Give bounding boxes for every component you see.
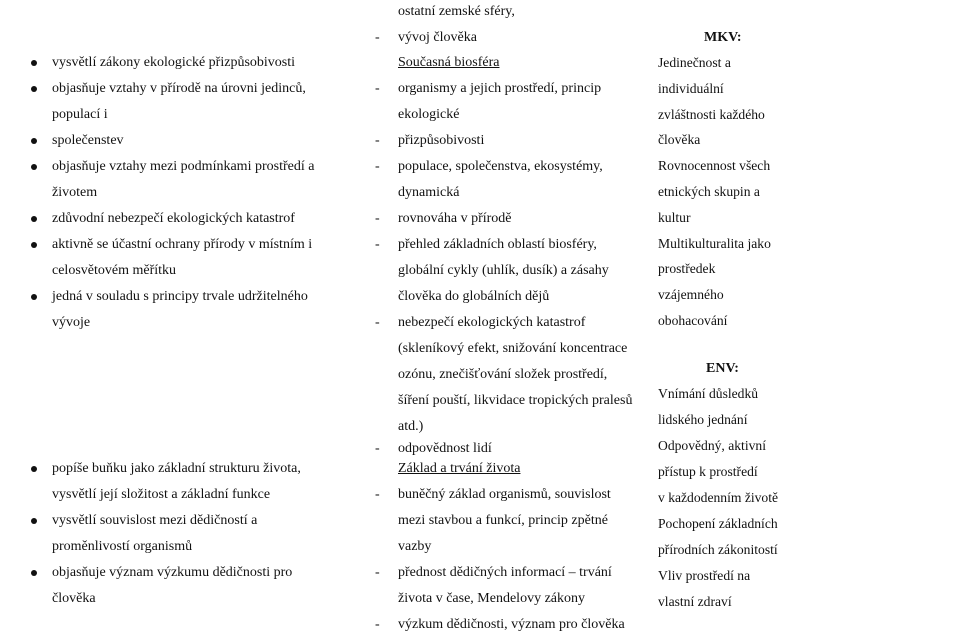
right-text: lidského jednání	[658, 412, 748, 427]
section-title: Základ a trvání života	[398, 461, 521, 476]
right-text: Pochopení základních	[658, 516, 778, 531]
left-item-text: popíše buňku jako základní strukturu života,	[52, 461, 301, 476]
middle-text: organismy a jejich prostředí, princip	[398, 81, 602, 96]
middle-text: přehled základních oblastí biosféry,	[398, 237, 597, 252]
right-text: etnických skupin a	[658, 184, 760, 199]
right-text: Jedinečnost a	[658, 55, 731, 70]
left-item-text: jedná v souladu s principy trvale udržitelného	[52, 289, 308, 304]
middle-text: přizpůsobivosti	[398, 133, 485, 148]
left-item-text: vysvětlí zákony ekologické přizpůsobivosti	[52, 55, 296, 70]
right-text: v každodenním životě	[658, 490, 779, 505]
right-text: Odpovědný, aktivní	[658, 438, 766, 453]
left-item-text: objasňuje vztahy mezi podmínkami prostředí a	[52, 159, 315, 174]
left-item-text: vysvětlí souvislost mezi dědičností a	[52, 513, 258, 528]
right-text: přírodních zákonitostí	[658, 542, 778, 557]
dash-marker: -	[375, 81, 380, 96]
left-item-text: životem	[52, 185, 98, 200]
right-text: přístup k prostředí	[658, 464, 758, 479]
bullet-icon	[31, 294, 37, 300]
middle-text: nebezpečí ekologických katastrof	[398, 315, 586, 330]
right-text: obohacování	[658, 313, 728, 328]
right-text: Multikulturalita jako	[658, 235, 771, 251]
dash-marker: -	[375, 133, 380, 148]
bullet-icon	[31, 570, 37, 576]
right-text: zvláštnosti každého	[658, 106, 765, 122]
middle-text: rovnováha v přírodě	[398, 211, 512, 226]
bullet-icon	[31, 86, 37, 92]
dash-marker: -	[375, 30, 380, 45]
bullet-icon	[31, 216, 37, 222]
left-item-text: aktivně se účastní ochrany přírody v místním i	[52, 237, 313, 252]
bullet-icon	[31, 138, 37, 144]
right-text: kultur	[658, 209, 691, 225]
dash-marker: -	[375, 237, 380, 252]
middle-text: přednost dědičných informací – trvání	[398, 565, 612, 580]
middle-text: populace, společenstva, ekosystémy,	[398, 159, 603, 174]
left-item-text: zdůvodní nebezpečí ekologických katastrof	[52, 211, 295, 226]
env-heading: ENV:	[706, 361, 739, 376]
right-text: vzájemného	[658, 287, 724, 303]
right-text: člověka	[658, 132, 701, 148]
right-text: Vnímání důsledků	[658, 386, 759, 401]
middle-text: vývoj člověka	[398, 30, 477, 45]
right-text: Rovnocennost všech	[658, 158, 771, 174]
middle-text: atd.)	[398, 419, 424, 434]
middle-text: života v čase, Mendelovy zákony	[398, 591, 585, 606]
middle-text: dynamická	[398, 185, 460, 200]
middle-text: (skleníkový efekt, snižování koncentrace	[398, 341, 628, 356]
dash-marker: -	[375, 441, 380, 456]
middle-text: vazby	[398, 539, 432, 554]
middle-text: ostatní zemské sféry,	[398, 4, 515, 19]
bullet-icon	[31, 518, 37, 524]
middle-text: ekologické	[398, 107, 460, 122]
section-title: Současná biosféra	[398, 55, 500, 70]
right-text: prostředek	[658, 261, 716, 277]
middle-text: člověka do globálních dějů	[398, 289, 550, 304]
right-text: Vliv prostředí na	[658, 568, 751, 583]
left-item-text: celosvětovém měřítku	[52, 263, 177, 278]
dash-marker: -	[375, 617, 380, 632]
dash-marker: -	[375, 211, 380, 226]
left-item-text: proměnlivostí organismů	[52, 539, 193, 554]
middle-text: výzkum dědičnosti, význam pro člověka	[398, 617, 625, 632]
left-item-text: populací i	[52, 107, 108, 122]
middle-text: buněčný základ organismů, souvislost	[398, 487, 611, 502]
dash-marker: -	[375, 487, 380, 502]
left-item-text: vysvětlí její složitost a základní funkce	[52, 487, 271, 502]
bullet-icon	[31, 60, 37, 66]
middle-text: ozónu, znečišťování složek prostředí,	[398, 367, 608, 382]
dash-marker: -	[375, 315, 380, 330]
dash-marker: -	[375, 565, 380, 580]
mkv-heading: MKV:	[704, 30, 742, 45]
left-item-text: objasňuje vztahy v přírodě na úrovni jedinců,	[52, 81, 306, 96]
middle-text: globální cykly (uhlík, dusík) a zásahy	[398, 263, 609, 278]
left-item-text: objasňuje význam výzkumu dědičnosti pro	[52, 565, 293, 580]
left-item-text: vývoje	[52, 315, 91, 330]
right-text: individuální	[658, 80, 724, 96]
middle-text: odpovědnost lidí	[398, 441, 492, 456]
bullet-icon	[31, 164, 37, 170]
bullet-icon	[31, 242, 37, 248]
left-item-text: společenstev	[52, 133, 124, 148]
left-item-text: člověka	[52, 591, 96, 606]
middle-text: mezi stavbou a funkcí, princip zpětné	[398, 513, 608, 528]
middle-text: šíření pouští, likvidace tropických pralesů	[398, 393, 633, 408]
bullet-icon	[31, 466, 37, 472]
right-text: vlastní zdraví	[658, 594, 732, 609]
dash-marker: -	[375, 159, 380, 174]
